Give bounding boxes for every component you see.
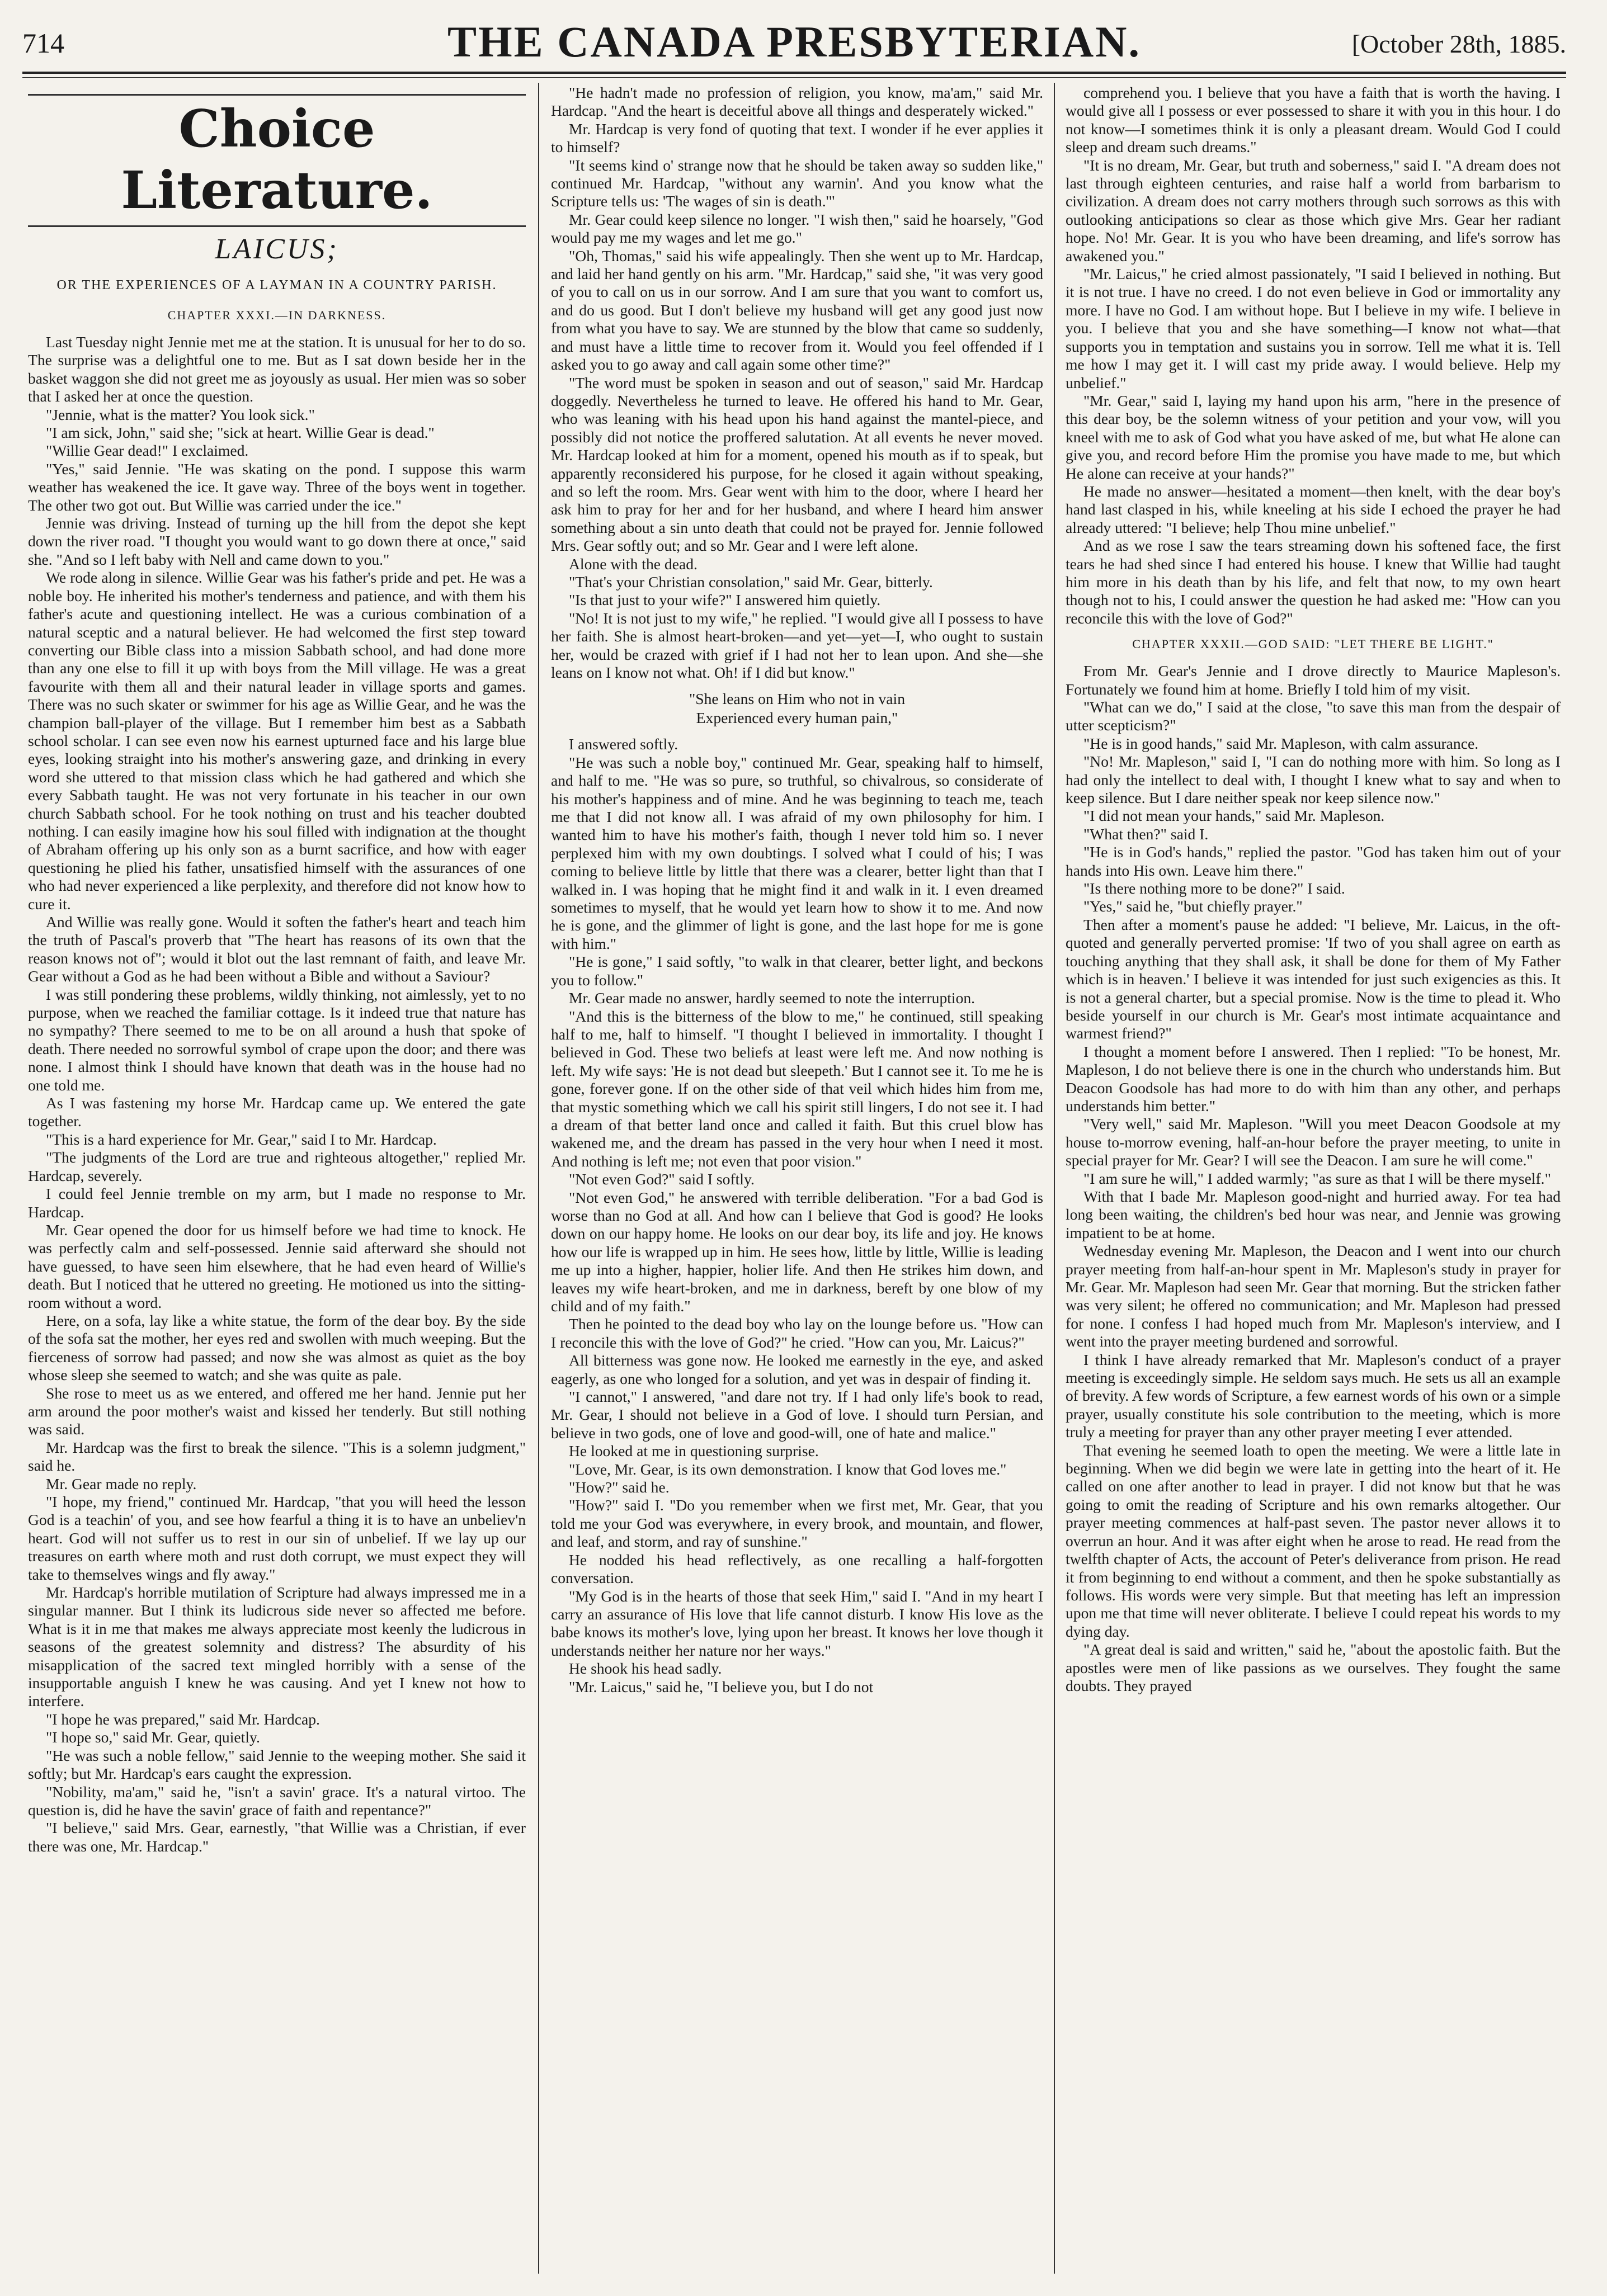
paragraph: "I cannot," I answered, "and dare not try. If I had only life's book to read, Mr. Gear, I should not believe in a God of love. I should turn Persian, and believe in two gods, one of love and good-will, one of hate and malice." — [551, 1388, 1043, 1442]
paragraph: "Mr. Gear," said I, laying my hand upon his arm, "here in the presence of this dear boy, be the solemn witness of your petition and your vow, will you kneel with me to ask of God what you have asked of me, but what He alone can give you, and record before Him the promise you have made to me, but which He alone can receive at your hands?" — [1066, 391, 1561, 482]
paragraph: "Jennie, what is the matter? You look sick." — [46, 405, 315, 423]
paragraph: "How?" said he. — [569, 1478, 670, 1496]
column-divider-2 — [1054, 83, 1055, 2274]
paragraph: "No! It is not just to my wife," he replied. "I would give all I possess to have her faith. She is almost heart-broken—and yet—yet—I, who ought to sustain her, would be crazed with grief if I had not her to lean upon. And she—she leans on I know not what. Oh! if I did but know." — [551, 609, 1043, 681]
paragraph: Mr. Hardcap is very fond of quoting that text. I wonder if he ever applies it to himself? — [551, 120, 1043, 156]
paragraph: "Is there nothing more to be done?" I said. — [1083, 880, 1345, 897]
paragraph: Mr. Gear made no answer, hardly seemed to note the interruption. — [569, 989, 975, 1007]
header-rule — [22, 72, 1566, 74]
paragraph: And Willie was really gone. Would it soften the father's heart and teach him the truth of Pascal's proverb that "The heart has reasons of its own that the reason knows not of"; would it blot out the last remnant of faith, and leave Mr. Gear without a God as he had been without a Bible and without a Saviour? — [28, 913, 526, 985]
paragraph: "Not even God?" said I softly. — [569, 1170, 755, 1188]
paragraph: He shook his head sadly. — [569, 1660, 722, 1678]
newspaper-title: THE CANADA PRESBYTERIAN. — [447, 17, 1142, 66]
paragraph: "How?" said I. "Do you remember when we first met, Mr. Gear, that you told me your God was everywhere, in every brook, and mountain, and flower, and leaf, and storm, and ray of sunshine." — [551, 1496, 1043, 1551]
page-number: 714 — [22, 27, 64, 59]
paragraph: "I hope so," said Mr. Gear, quietly. — [46, 1728, 260, 1746]
paragraph: "My God is in the hearts of those that seek Him," said I. "And in my heart I carry an assurance of His love that life cannot disturb. I know His love as the babe knows its mother's love, lying upon her breast. It knows her love though it understands neither her nature nor her ways." — [551, 1587, 1043, 1659]
verse-line: Experienced every human pain," — [696, 709, 898, 727]
paragraph: "I did not mean your hands," said Mr. Mapleson. — [1083, 807, 1385, 825]
paragraph: "The word must be spoken in season and out of season," said Mr. Hardcap doggedly. Nevertheless he turned to leave. He offered his hand to Mr. Gear, who was leaning with his head upon his hand against the mantel-piece, and possibly did not notice the proffered salutation. At all events he never moved. Mr. Hardcap looked at him for a moment, opened his mouth as if to speak, but apparently reconsidered his purpose, for he closed it again without speaking, and so left the room. Mrs. Gear went with him to the door, where I heard her ask him to pray for her and for her husband, and where I heard him answer something about a sin unto death that could not be prayed for. Jennie followed Mrs. Gear softly out; and so Mr. Gear and I were left alone. — [551, 374, 1043, 555]
paragraph: He looked at me in questioning surprise. — [569, 1442, 819, 1460]
chapter-heading: CHAPTER XXXII.—GOD SAID: "LET THERE BE LIGHT." — [1132, 637, 1494, 651]
column-divider-1 — [538, 83, 539, 2274]
paragraph: "Oh, Thomas," said his wife appealingly. Then she went up to Mr. Hardcap, and laid her hand gently on his arm. "Mr. Hardcap," said she, "it was very good of you to call on us in our sorrow. And I am sure that you want to comfort us, and do us good. But I don't believe my husband will get any good just now from what you have to say. We are stunned by the blow that came so suddenly, and must have a little time to recover from it. Would you feel offended if I asked you to go away and call again some other time?" — [551, 247, 1043, 374]
paragraph: I thought a moment before I answered. Then I replied: "To be honest, Mr. Mapleson, I do not believe there is one in the church who understands him. But Deacon Goodsole has had more to do with him than any other, and perhaps understands him better." — [1066, 1042, 1561, 1114]
paragraph: Mr. Gear could keep silence no longer. "I wish then," said he hoarsely, "God would pay me my wages and let me go." — [551, 210, 1043, 247]
paragraph: I could feel Jennie tremble on my arm, but I made no response to Mr. Hardcap. — [28, 1185, 526, 1221]
paragraph: Mr. Hardcap's horrible mutilation of Scripture had always impressed me in a singular manner. But I think its ludicrous side never so affected me before. What is it in me that makes me always appreciate most keenly the ludicrous in seasons of the greatest solemnity and distress? The absurdity of his misapplication of the sacred text mingled horribly with a sense of the insupportable anguish I knew he was causing. And yet I knew not how to interfere. — [28, 1584, 526, 1710]
paragraph: Mr. Hardcap was the first to break the silence. "This is a solemn judgment," said he. — [28, 1438, 526, 1475]
paragraph: Wednesday evening Mr. Mapleson, the Deacon and I went into our church prayer meeting from half-an-hour spent in Mr. Mapleson's study in prayer for Mr. Gear. Mr. Mapleson had seen Mr. Gear that morning. But the stricken father was very silent; he offered no communication; and Mr. Mapleson had pressed for none. I confess I had hoped much from Mr. Mapleson's interview, and I went into the prayer meeting burdened and sorrowful. — [1066, 1242, 1561, 1350]
paragraph: He made no answer—hesitated a moment—then knelt, with the dear boy's hand last clasped in his, while kneeling at his side I echoed the prayer he had already uttered: "I believe; help Thou mine unbelief." — [1066, 482, 1561, 536]
story-title: LAICUS; — [215, 233, 339, 265]
paragraph: "I am sure he will," I added warmly; "as sure as that I will be there myself." — [1083, 1169, 1551, 1187]
paragraph: "Very well," said Mr. Mapleson. "Will you meet Deacon Goodsole at my house to-morrow evening, half-an-hour before the prayer meeting, to unite in special prayer for Mr. Gear? I will see the Deacon. I am sure he will come." — [1066, 1115, 1561, 1169]
paragraph: Then he pointed to the dead boy who lay on the lounge before us. "How can I reconcile this with the love of God?" he cried. "How can you, Mr. Laicus?" — [551, 1315, 1043, 1351]
verse-line: "She leans on Him who not in vain — [689, 690, 906, 708]
paragraph: "He was such a noble fellow," said Jennie to the weeping mother. She said it softly; but Mr. Hardcap's ears caught the expression. — [28, 1746, 526, 1783]
paragraph: "I believe," said Mrs. Gear, earnestly, "that Willie was a Christian, if ever there was one, Mr. Hardcap." — [28, 1819, 526, 1855]
paragraph: "Nobility, ma'am," said he, "isn't a savin' grace. It's a natural virtoo. The question is, did he have the savin' grace of faith and repentance?" — [28, 1783, 526, 1818]
paragraph: "What then?" said I. — [1083, 825, 1209, 843]
paragraph: "No! Mr. Mapleson," said I, "I can do nothing more with him. So long as I had only the intellect to deal with, I thought I knew what to say and when to keep silence. But I dare neither speak nor keep silence now." — [1066, 753, 1561, 807]
column-3 — [1066, 84, 1561, 2276]
paragraph: With that I bade Mr. Mapleson good-night and hurried away. For tea had long been waiting, the children's bed hour was near, and Jennie was growing impatient to be at home. — [1066, 1187, 1561, 1241]
paragraph: Here, on a sofa, lay like a white statue, the form of the dear boy. By the side of the sofa sat the mother, her eyes red and swollen with much weeping. But the fierceness of sorrow had passed; and now she was almost as quiet as the boy whose sleep she seemed to watch; and she was quite as pale. — [28, 1311, 526, 1384]
paragraph: "I hope, my friend," continued Mr. Hardcap, "that you will heed the lesson God is a teachin' of you, and see how fearful a thing it is to have an unbeliev'n heart. God will not suffer us to rest in our sin of unbelief. If we lay up our treasures on earth where moth and rust doth corrupt, we must expect they will take to themselves wings and fly away." — [28, 1493, 526, 1583]
paragraph: "He is in God's hands," replied the pastor. "God has taken him out of your hands into His own. Leave him there." — [1066, 843, 1561, 879]
paragraph: I answered softly. — [569, 735, 678, 753]
paragraph: Mr. Gear opened the door for us himself before we had time to knock. He was perfectly calm and self-possessed. Jennie said afterward she should not have guessed, to have seen him elsewhere, that he had even heard of Willie's death. But I noticed that he uttered no greeting. He motioned us into the sitting-room without a word. — [28, 1221, 526, 1311]
paragraph: I was still pondering these problems, wildly thinking, not aimlessly, yet to no purpose, when we reached the familiar cottage. Is it indeed true that nature has no sympathy? There seemed to me to be on all around a hush that spoke of death. There needed no sorrowful symbol of crape upon the door; and there was none. I almost think I should have known that death was in the house had no one told me. — [28, 985, 526, 1094]
paragraph: Last Tuesday night Jennie met me at the station. It is unusual for her to do so. The surprise was a delightful one to me. But as I sat down beside her in the basket waggon she did not greet me as joyously as usual. Her mien was so sober that I asked her at once the question. — [28, 333, 526, 405]
paragraph: "Is that just to your wife?" I answered him quietly. — [569, 591, 881, 609]
paragraph: "Mr. Laicus," said he, "I believe you, but I do not — [569, 1678, 874, 1695]
paragraph: We rode along in silence. Willie Gear was his father's pride and pet. He was a noble boy. He inherited his mother's tenderness and patience, and with them his father's acute and questioning intellect. He was a curious combination of a natural sceptic and a natural believer. He had welcomed the first step toward converting our Bible class into a mission Sabbath school, and had done more than any one else to fill it up with boys from the Mill village. He was a great favourite with them all and their natural leader in village sports and games. There was no such skater or swimmer for his age as Willie Gear, and he was the champion ball-player of the village. But I remember him best as a Sabbath school scholar. I can see even now his earnest upturned face and his large blue eyes, looking straight into his mother's answering gaze, and drinking in every word she uttered to that mission class which he had gathered and which she every Sabbath taught. He was not very fortunate in his teacher in our own church Sabbath school. For he took nothing on trust and his teacher doubted nothing. I can easily imagine how his soul filled with indignation at the thought of Abraham offering up his only son as a burnt sacrifice, and how with eager questioning he plied his father, unsatisfied himself with the assurances of one who had never experienced a like perplexity, and therefore did not know how to cure it. — [28, 569, 526, 913]
column-1-text — [28, 333, 526, 1855]
paragraph: Mr. Gear made no reply. — [46, 1475, 197, 1492]
paragraph: "He is gone," I said softly, "to walk in that clearer, better light, and beckons you to follow." — [551, 953, 1043, 989]
paragraph: He nodded his head reflectively, as one recalling a half-forgotten conversation. — [551, 1551, 1043, 1587]
paragraph: "This is a hard experience for Mr. Gear," said I to Mr. Hardcap. — [46, 1130, 437, 1148]
paragraph: "It is no dream, Mr. Gear, but truth and soberness," said I. "A dream does not last through eighteen centuries, and raise half a world from barbarism to civilization. A dream does not carry mothers through such sorrows as this with outlooking anticipations so clear as those which give Mrs. Gear her radiant hope. No! Mr. Gear. It is you who have been dreaming, and life's sorrow has awakened you." — [1066, 156, 1561, 264]
paragraph: From Mr. Gear's Jennie and I drove directly to Maurice Mapleson's. Fortunately we found him at home. Briefly I told him of my visit. — [1066, 662, 1561, 698]
paragraph: "Not even God," he answered with terrible deliberation. "For a bad God is worse than no God at all. And how can I believe that God is good? He looks down on our happy home. He looks on our dear boy, its life and joy. He knows how our life is wrapped up in him. He sees how, little by little, Willie is leading me up into a higher, happier, holier life. And then He strikes him down, and leaves my wife heart-broken, and me in darkness, bereft by one blow of my child and of my faith." — [551, 1188, 1043, 1315]
column-2-text-a — [551, 84, 1043, 682]
paragraph: And as we rose I saw the tears streaming down his softened face, the first tears he had shed since I had entered his house. I knew that Willie had taught him more in his death than by his life, and felt that now, to my own heart though not to his, I could answer the question he had asked me: "How can you reconcile this with the love of God?" — [1066, 537, 1561, 627]
paragraph: "I hope he was prepared," said Mr. Hardcap. — [46, 1710, 320, 1728]
paragraph: "The judgments of the Lord are true and righteous altogether," replied Mr. Hardcap, severely. — [28, 1149, 526, 1184]
issue-date: [October 28th, 1885. — [1351, 30, 1566, 58]
paragraph: "He hadn't made no profession of religion, you know, ma'am," said Mr. Hardcap. "And the heart is deceitful above all things and desperately wicked." — [551, 84, 1043, 120]
column-2-text-b — [551, 735, 1043, 1696]
paragraph: I think I have already remarked that Mr. Mapleson's conduct of a prayer meeting is exceedingly simple. He seldom says much. He sets us all an example of brevity. A few words of Scripture, a few earnest words of his own or a simple prayer, usually constitute his sole contribution to the meeting, which is more truly a meeting for prayer than any other prayer meeting I ever attended. — [1066, 1350, 1561, 1441]
masthead — [22, 17, 1566, 78]
paragraph: "Mr. Laicus," he cried almost passionately, "I said I believed in nothing. But it is not true. I have no creed. I do not even believe in God or immortality any more. I have no God. I am without hope. But I believe in my wife. I believe in you. I believe that you and she have something—I know not what—that supports you in temptation and sustains you in sorrow. Tell me what it is. Tell me how I may get it. I will cast my pride away. I would believe. Help my unbelief." — [1066, 265, 1561, 391]
chapter-heading: CHAPTER XXXI.—IN DARKNESS. — [167, 308, 387, 322]
column-2 — [551, 84, 1043, 2276]
paragraph: Alone with the dead. — [569, 555, 698, 573]
column-1 — [28, 84, 526, 2276]
paragraph: Then after a moment's pause he added: "I believe, Mr. Laicus, in the oft-quoted and generally perverted promise: 'If two of you shall agree on earth as touching anything that they shall ask, it shall be done for them of My Father which is in heaven.' I believe it was intended for just such exigencies as this. It is not a general charter, but a special promise. Now is the time to plead it. Who beside yourself in our church is Mr. Gear's most intimate acquaintance and warmest friend?" — [1066, 915, 1561, 1042]
paragraph: "And this is the bitterness of the blow to me," he continued, still speaking half to me, half to himself. "I thought I believed in immortality. I thought I believed in God. These two beliefs at least were left me. And now nothing is left. My wife says: 'He is not dead but sleepeth.' But I cannot see it. To me he is gone, forever gone. If on the other side of that veil which hides him from me, that mystic something which we call his spirit still lingers, I do not see it. I had a dream of that better land once and called it faith. But this cruel blow has wakened me, and the dream has passed in the very hour when I need it most. And nothing is left me; not even that poor vision." — [551, 1007, 1043, 1170]
paragraph: She rose to meet us as we entered, and offered me her hand. Jennie put her arm around the poor mother's waist and kissed her tenderly. But still nothing was said. — [28, 1384, 526, 1438]
paragraph: "Yes," said he, "but chiefly prayer." — [1083, 897, 1303, 915]
paragraph: As I was fastening my horse Mr. Hardcap came up. We entered the gate together. — [28, 1094, 526, 1130]
paragraph: "Willie Gear dead!" I exclaimed. — [46, 442, 249, 460]
paragraph: "Love, Mr. Gear, is its own demonstration. I know that God loves me." — [569, 1460, 1007, 1478]
column-3-text-b — [1066, 662, 1561, 1695]
paragraph: "It seems kind o' strange now that he should be taken away so sudden like," continued Mr. Hardcap, "without any warnin'. And you know what the Scripture tells us: 'The wages of sin is death.'" — [551, 156, 1043, 210]
header-rule-thin — [22, 77, 1566, 78]
paragraph: "That's your Christian consolation," said Mr. Gear, bitterly. — [569, 573, 933, 590]
verse-quote — [551, 689, 1043, 727]
paragraph: "A great deal is said and written," said he, "about the apostolic faith. But the apostles were men of like passions as we ourselves. They fought the same doubts. They prayed — [1066, 1641, 1561, 1694]
paragraph: All bitterness was gone now. He looked me earnestly in the eye, and asked eagerly, as one who longed for a solution, and yet was in despair of finding it. — [551, 1352, 1043, 1387]
paragraph: "What can we do," I said at the close, "to save this man from the despair of utter scepticism?" — [1066, 698, 1561, 734]
paragraph: comprehend you. I believe that you have a faith that is worth the having. I would give all I possess or ever possessed to share it with you in this hour. I do not know—I sometimes think it is only a pleasant dream. Would God I could sleep and dream such dreams." — [1066, 84, 1561, 156]
paragraph: "He was such a noble boy," continued Mr. Gear, speaking half to himself, and half to me. "He was so pure, so truthful, so chivalrous, so considerate of his mother's happiness and of mine. And he was beginning to teach me, teach me that I did not know all. I was afraid of my own philosophy for him. I wanted him to have his mother's faith, though I never told him so. I never perplexed him with my own doubtings. I solved what I could of his; I was coming to believe little by little that there was a clearer, better light than that I walked in. I was hoping that he might find it and walk in it. I even dreamed sometimes to myself, that he would yet learn how to show it to me. And now he is gone, and the glimmer of light is gone, and the last hope for me is gone with him." — [551, 753, 1043, 952]
paragraph: "I am sick, John," said she; "sick at heart. Willie Gear is dead." — [46, 424, 435, 442]
story-subtitle: OR THE EXPERIENCES OF A LAYMAN IN A COUNTRY PARISH. — [56, 278, 497, 292]
paragraph: "He is in good hands," said Mr. Mapleson, with calm assurance. — [1083, 734, 1479, 752]
paragraph: Jennie was driving. Instead of turning up the hill from the depot she kept down the river road. "I thought you would want to go down there at once," said she. "And so I left baby with Nell and came down to you." — [28, 514, 526, 568]
paragraph: That evening he seemed loath to open the meeting. We were a little late in beginning. When we did begin we were late in getting into the heart of it. He called on one after another to lead in prayer. I did not know but that he was going to omit the reading of Scripture and his own remarks altogether. Our prayer meeting commences at half-past seven. The pastor never allows it to overrun an hour. And it was after eight when he arose to read. He read from the twelfth chapter of Acts, the account of Peter's deliverance from prison. He read it from beginning to end without a comment, and then he spoke substantially as follows. His words were very simple. But that meeting has left an impression upon me that time will never obliterate. I believe I could repeat his words to my dying day. — [1066, 1441, 1561, 1640]
paragraph: "Yes," said Jennie. "He was skating on the pond. I suppose this warm weather has weakened the ice. It gave way. Three of the boys went in together. The other two got out. But Willie was carried under the ice." — [28, 460, 526, 514]
column-3-text-a — [1066, 84, 1561, 627]
section-title: Choice Literature. — [28, 94, 526, 227]
